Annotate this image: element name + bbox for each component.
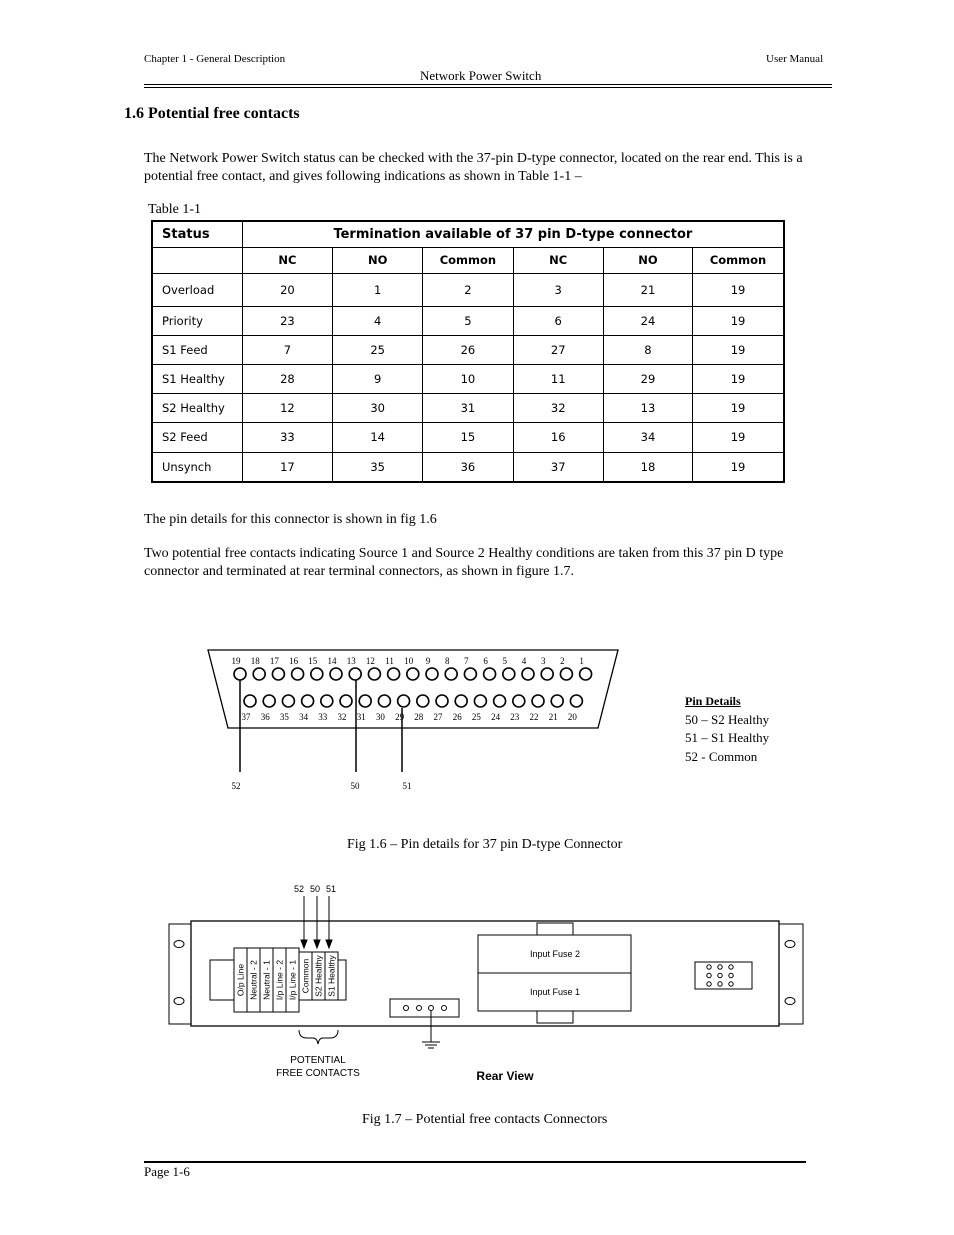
pin-cell: 19 xyxy=(693,306,784,335)
pin-cell: 19 xyxy=(693,422,784,452)
subheader-cell: NO xyxy=(333,247,423,273)
four-pin-socket xyxy=(390,999,459,1017)
pin-cell: 36 xyxy=(423,452,513,482)
pin-hole xyxy=(436,695,448,707)
pin-hole xyxy=(244,695,256,707)
d-connector-diagram xyxy=(200,640,640,800)
page-number: Page 1-6 xyxy=(144,1164,190,1179)
pin-hole xyxy=(407,668,419,680)
pin-hole xyxy=(388,668,400,680)
pin-number: 22 xyxy=(529,712,539,722)
pin-hole xyxy=(580,668,592,680)
rear-view-label: Rear View xyxy=(476,1069,534,1083)
free-contacts-label: FREE CONTACTS xyxy=(276,1068,360,1079)
subheader-cell: NC xyxy=(242,247,332,273)
pin-cell: 17 xyxy=(242,452,332,482)
socket-hole xyxy=(707,965,711,969)
pin-cell: 28 xyxy=(242,364,332,393)
pin-hole xyxy=(378,695,390,707)
status-header: Status xyxy=(152,221,242,247)
pin-hole xyxy=(349,668,361,680)
pin-number: 25 xyxy=(471,712,481,722)
header-rule-double xyxy=(144,87,832,88)
pin-number: 9 xyxy=(425,656,431,666)
pin-number: 7 xyxy=(464,656,469,666)
pin-hole xyxy=(513,695,525,707)
pin-cell: 19 xyxy=(693,335,784,364)
pin-hole xyxy=(234,668,246,680)
pin-number: 4 xyxy=(521,656,527,666)
pin-cell: 2 xyxy=(423,273,513,306)
pin-hole xyxy=(426,668,438,680)
pin-hole xyxy=(445,668,457,680)
pin-cell: 19 xyxy=(693,364,784,393)
fuse-bracket xyxy=(537,923,573,935)
pin-number: 32 xyxy=(337,712,347,722)
pin-number: 11 xyxy=(385,656,394,666)
pin-hole xyxy=(302,695,314,707)
subheader-cell: NC xyxy=(513,247,603,273)
pin-hole xyxy=(321,695,333,707)
terminal-label: S2 Healthy xyxy=(313,955,324,997)
pin-cell: 19 xyxy=(693,452,784,482)
pin-cell: 20 xyxy=(242,273,332,306)
healthy-paragraph: Two potential free contacts indicating Source 1 and Source 2 Healthy conditions are taken from this 37 pin D type connector and terminated at rear terminal connectors, as shown in figure 1.7. xyxy=(144,546,784,579)
pin-cell: 26 xyxy=(423,335,513,364)
pin-cell: 35 xyxy=(333,452,423,482)
empty-cell xyxy=(152,247,242,273)
pin-cell: 5 xyxy=(423,306,513,335)
pin-number: 18 xyxy=(250,656,260,666)
pin-number: 16 xyxy=(289,656,299,666)
pin-cell: 37 xyxy=(513,452,603,482)
pin-number: 10 xyxy=(404,656,414,666)
pin-cell: 12 xyxy=(242,393,332,422)
fuse-bracket xyxy=(537,1011,573,1023)
pin-hole xyxy=(532,695,544,707)
pin-number: 29 xyxy=(395,712,405,722)
intro-paragraph: The Network Power Switch status can be checked with the 37-pin D-type connector, located on the rear end. This is a potential free contact, and gives following indications as shown in Table 1-1 – xyxy=(144,151,803,184)
table-row xyxy=(152,273,784,306)
pin-hole xyxy=(474,695,486,707)
pin-number: 31 xyxy=(356,712,366,722)
pin-number: 24 xyxy=(491,712,501,722)
pin-hole xyxy=(340,695,352,707)
status-cell: Priority xyxy=(152,306,242,335)
pin-hole xyxy=(503,668,515,680)
terminal-block xyxy=(234,948,338,1012)
pin-details-title: Pin Details xyxy=(685,694,741,708)
pin-detail-item: 50 – S2 Healthy xyxy=(685,711,770,727)
status-cell: S1 Healthy xyxy=(152,364,242,393)
pin-number: 20 xyxy=(567,712,577,722)
pin-cell: 30 xyxy=(333,393,423,422)
status-cell: Unsynch xyxy=(152,452,242,482)
pin-number: 13 xyxy=(346,656,356,666)
nine-pin-connector xyxy=(695,962,752,989)
mount-hole-icon xyxy=(174,941,184,948)
status-cell: S1 Feed xyxy=(152,335,242,364)
pin-cell: 14 xyxy=(333,422,423,452)
pin-cell: 27 xyxy=(513,335,603,364)
pin-hole xyxy=(455,695,467,707)
pin-number: 2 xyxy=(560,656,565,666)
section-title: 1.6 Potential free contacts xyxy=(124,105,300,122)
pin-number: 36 xyxy=(260,712,270,722)
terminal-label: I/p Line - 2 xyxy=(274,959,285,1001)
pin-cell: 13 xyxy=(603,393,692,422)
chapter-label: Chapter 1 - General Description xyxy=(144,53,286,65)
pin-cell: 11 xyxy=(513,364,603,393)
table-subheader-row xyxy=(152,247,784,273)
subheader-cell: NO xyxy=(603,247,692,273)
pin-cell: 34 xyxy=(603,422,692,452)
header-rule xyxy=(144,84,832,85)
pin-cell: 24 xyxy=(603,306,692,335)
pin-hole xyxy=(484,668,496,680)
footer-rule xyxy=(144,1161,806,1163)
pin-number: 37 xyxy=(241,712,251,722)
fig16-caption: Fig 1.6 – Pin details for 37 pin D-type Connector xyxy=(347,837,623,852)
terminal-label-52: 52 xyxy=(293,884,305,894)
pin-number: 30 xyxy=(375,712,385,722)
pin-hole xyxy=(551,695,563,707)
pin-number: 6 xyxy=(483,656,488,666)
terminal-end-cap xyxy=(210,960,234,1000)
pin-ref-paragraph: The pin details for this connector is shown in fig 1.6 xyxy=(144,512,437,527)
lead-label-52: 52 xyxy=(231,781,241,791)
pin-cell: 9 xyxy=(333,364,423,393)
pin-hole xyxy=(330,668,342,680)
pin-detail-item: 52 - Common xyxy=(685,748,758,764)
table-row xyxy=(152,393,784,422)
mount-hole-icon xyxy=(785,998,795,1005)
pin-hole xyxy=(368,668,380,680)
input-fuse-1-label: Input Fuse 1 xyxy=(529,987,581,997)
pin-number: 5 xyxy=(502,656,508,666)
pin-details-legend xyxy=(685,692,769,766)
mount-hole-icon xyxy=(785,941,795,948)
fig17-caption: Fig 1.7 – Potential free contacts Connectors xyxy=(362,1112,608,1127)
pin-number: 19 xyxy=(231,656,241,666)
status-cell: S2 Healthy xyxy=(152,393,242,422)
pin-hole xyxy=(417,695,429,707)
pin-hole xyxy=(541,668,553,680)
pin-hole xyxy=(359,695,371,707)
pin-hole xyxy=(282,695,294,707)
pin-cell: 4 xyxy=(333,306,423,335)
table-header-row xyxy=(152,221,784,247)
lead-label-51: 51 xyxy=(402,781,412,791)
terminal-label: O/p Line xyxy=(235,963,246,997)
mount-hole-icon xyxy=(174,998,184,1005)
document-title: Network Power Switch xyxy=(420,68,542,83)
pin-number: 26 xyxy=(452,712,462,722)
pin-hole xyxy=(398,695,410,707)
terminal-label: S1 Healthy xyxy=(326,955,337,997)
terminal-arrows xyxy=(301,896,332,948)
pin-cell: 31 xyxy=(423,393,513,422)
pin-hole xyxy=(272,668,284,680)
pin-hole xyxy=(253,668,265,680)
pin-number: 21 xyxy=(548,712,558,722)
pin-hole xyxy=(464,668,476,680)
status-cell: S2 Feed xyxy=(152,422,242,452)
socket-pins xyxy=(404,1006,447,1011)
pin-number: 23 xyxy=(510,712,520,722)
pin-cell: 33 xyxy=(242,422,332,452)
terminal-label-50: 50 xyxy=(309,884,321,894)
socket-hole xyxy=(718,973,722,977)
pin-cell: 19 xyxy=(693,273,784,306)
pin-cell: 16 xyxy=(513,422,603,452)
pin-number: 17 xyxy=(269,656,279,666)
pin-number: 1 xyxy=(579,656,584,666)
pin-cell: 18 xyxy=(603,452,692,482)
terminal-label: Neutral - 1 xyxy=(261,960,272,1000)
socket-hole xyxy=(707,973,711,977)
terminal-label: Neutral - 2 xyxy=(248,960,259,1000)
pin-cell: 1 xyxy=(333,273,423,306)
pin-cell: 7 xyxy=(242,335,332,364)
table-row xyxy=(152,335,784,364)
pin-hole xyxy=(292,668,304,680)
table-row xyxy=(152,306,784,335)
pin-cell: 8 xyxy=(603,335,692,364)
pin-table xyxy=(151,220,785,483)
pin-hole xyxy=(522,668,534,680)
status-cell: Overload xyxy=(152,273,242,306)
pin-cell: 3 xyxy=(513,273,603,306)
table-caption: Table 1-1 xyxy=(148,202,202,217)
pin-number: 35 xyxy=(279,712,289,722)
brace-icon xyxy=(299,1030,338,1044)
pin-cell: 10 xyxy=(423,364,513,393)
nine-pin-holes xyxy=(707,965,733,986)
group-header: Termination available of 37 pin D-type connector xyxy=(242,221,784,247)
left-rack-ear xyxy=(169,924,191,1024)
terminal-label: I/p Line - 1 xyxy=(287,959,298,1001)
pin-number: 28 xyxy=(414,712,424,722)
table-row xyxy=(152,422,784,452)
pin-cell: 19 xyxy=(693,393,784,422)
subheader-cell: Common xyxy=(693,247,784,273)
socket-hole xyxy=(718,965,722,969)
pin-detail-item: 51 – S1 Healthy xyxy=(685,730,770,745)
socket-hole xyxy=(729,982,733,986)
right-rack-ear xyxy=(779,924,803,1024)
pin-cell: 32 xyxy=(513,393,603,422)
pin-cell: 15 xyxy=(423,422,513,452)
pin-number: 3 xyxy=(540,656,546,666)
top-pin-row xyxy=(232,656,592,680)
pin-number: 34 xyxy=(299,712,309,722)
terminal-label-51: 51 xyxy=(325,884,337,894)
pin-number: 27 xyxy=(433,712,443,722)
pin-number: 33 xyxy=(318,712,328,722)
pin-cell: 29 xyxy=(603,364,692,393)
pin-hole xyxy=(560,668,572,680)
pin-hole xyxy=(311,668,323,680)
table-row xyxy=(152,452,784,482)
pin-hole xyxy=(570,695,582,707)
pin-cell: 21 xyxy=(603,273,692,306)
pin-hole xyxy=(494,695,506,707)
pin-cell: 6 xyxy=(513,306,603,335)
table-body xyxy=(152,273,784,482)
input-fuse-2-label: Input Fuse 2 xyxy=(529,949,581,959)
table-row xyxy=(152,364,784,393)
terminal-label: Common xyxy=(300,958,311,994)
pin-cell: 23 xyxy=(242,306,332,335)
rear-view-diagram xyxy=(160,880,820,1090)
doc-type-label: User Manual xyxy=(766,53,824,65)
pin-cell: 25 xyxy=(333,335,423,364)
pin-number: 15 xyxy=(308,656,318,666)
pin-hole xyxy=(263,695,275,707)
subheader-cell: Common xyxy=(423,247,513,273)
potential-label: POTENTIAL xyxy=(290,1055,346,1066)
socket-hole xyxy=(718,982,722,986)
socket-hole xyxy=(729,973,733,977)
pin-number: 14 xyxy=(327,656,337,666)
bottom-pin-row xyxy=(242,695,583,722)
pin-number: 12 xyxy=(365,656,375,666)
socket-hole xyxy=(729,965,733,969)
pin-number: 8 xyxy=(444,656,450,666)
lead-label-50: 50 xyxy=(350,781,360,791)
socket-hole xyxy=(707,982,711,986)
